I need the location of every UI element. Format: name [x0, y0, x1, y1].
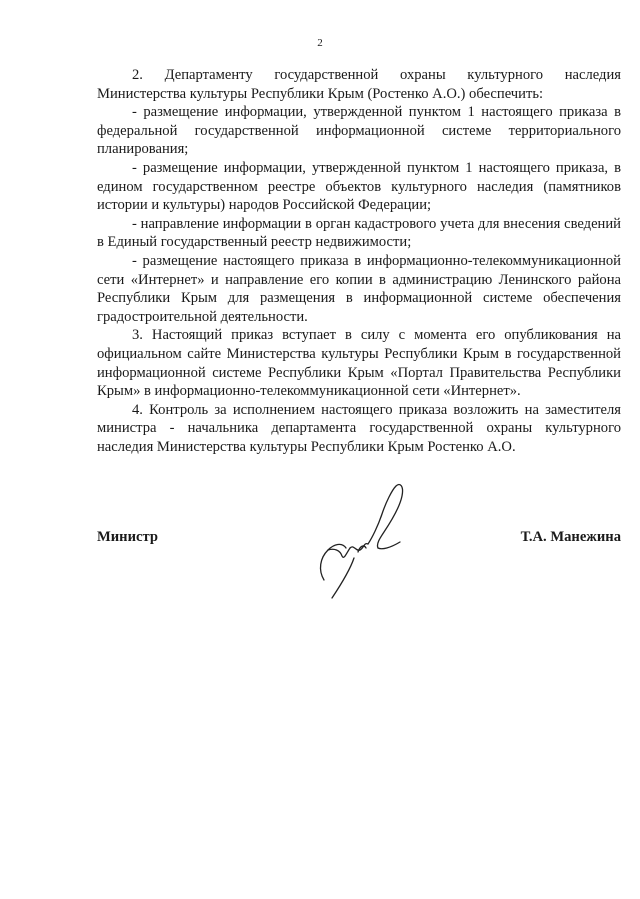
bullet-item: - размещение настоящего приказа в информационно-телекоммуникационной сети «Интернет» и направление его копии в администрацию Ленинского района Республики Крым для размещения в информационной системе обеспечения градостроительной деятельности. — [97, 252, 621, 325]
page-number: 2 — [317, 37, 323, 49]
signatory-title: Министр — [97, 529, 158, 545]
paragraph-item-3: 3. Настоящий приказ вступает в силу с момента его опубликования на официальном сайте Министерства культуры Республики Крым в государственной информационной системе Республики Крым «Портал Правительства Республики Крым» в информационно-телекоммуникационной сети «Интернет». — [97, 327, 621, 400]
paragraph-item-2: 2. Департаменту государственной охраны культурного наследия Министерства культуры Республики Крым (Ростенко А.О.) обеспечить: — [97, 67, 621, 102]
bullet-item: - размещение информации, утвержденной пунктом 1 настоящего приказа, в едином государственном реестре объектов культурного наследия (памятников истории и культуры) народов Российской Федерации; — [97, 159, 621, 214]
paragraph-item-4: 4. Контроль за исполнением настоящего приказа возложить на заместителя министра - начальника департамента государственной охраны культурного наследия Министерства культуры Республики Крым Ростенко А.О. — [97, 401, 621, 455]
signatory-name: Т.А. Манежина — [520, 529, 621, 545]
bullet-item: - направление информации в орган кадастрового учета для внесения сведений в Единый государственный реестр недвижимости; — [97, 215, 621, 251]
document-body — [97, 66, 621, 456]
bullet-item: - размещение информации, утвержденной пунктом 1 настоящего приказа в федеральной государственной информационной системе территориального планирования; — [97, 104, 621, 158]
handwritten-signature — [310, 478, 420, 603]
